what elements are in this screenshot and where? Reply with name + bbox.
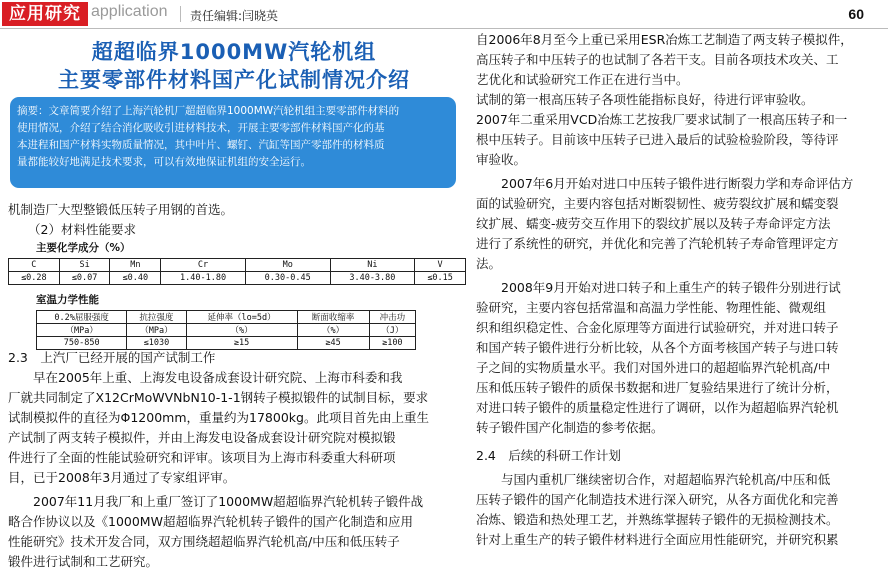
body-line: 针对上重生产的转子锻件材料进行全面应用性能研究，并研究积累 xyxy=(476,532,839,547)
body-line: 和国产转子锻件进行分析比较，从各个方面考核国产转子与进口转 xyxy=(476,340,839,355)
body-line: 冶炼、锻造和热处理工艺，并熟练掌握转子锻件的无损检测技术。 xyxy=(476,512,839,527)
table-cell: （%） xyxy=(297,324,369,337)
body-line: 试制模拟件的直径为Φ1200mm，重量约为17800kg。此项目首先由上重生 xyxy=(8,410,429,425)
table-cell: Cr xyxy=(161,259,246,272)
table-header-row xyxy=(9,259,466,272)
chem-table-label: 主要化学成分（%） xyxy=(36,242,131,254)
body-line: 略合作协议以及《1000MW超超临界汽轮机转子锻件的国产化制造和应用 xyxy=(8,514,413,529)
body-line: 转子锻件国产化制造的参考依据。 xyxy=(476,420,664,435)
table-cell: 0.30-0.45 xyxy=(245,272,330,285)
body-line: 机制造厂大型整锻低压转子用钢的首选。 xyxy=(8,202,234,217)
mechanical-properties-table xyxy=(36,310,416,350)
editor-credit: 责任编辑:闫晓英 xyxy=(190,9,279,23)
header-rule xyxy=(0,28,888,29)
abstract-line: 摘要：文章简要介绍了上海汽轮机厂超超临界1000MW汽轮机组主要零部件材料的 xyxy=(17,105,400,117)
table-cell: （MPa） xyxy=(37,324,127,337)
body-line: 自2006年8月至今上重已采用ESR冶炼工艺制造了两支转子模拟件， xyxy=(476,32,853,47)
body-line: 审验收。 xyxy=(476,152,527,167)
body-line: 子之间的实物质量水平。我们对国外进口的超超临界汽轮机高/中 xyxy=(476,360,831,375)
section-brand-label: 应用研究 xyxy=(2,2,88,26)
table-header-row xyxy=(37,311,416,324)
subsection-heading: 2.4 后续的科研工作计划 xyxy=(476,448,621,463)
body-line: 法。 xyxy=(476,256,502,271)
abstract-line: 使用情况，介绍了结合消化吸收引进材料技术，开展主要零部件材料国产化的基 xyxy=(17,122,385,134)
table-cell: C xyxy=(9,259,60,272)
article-title-line2: 主要零部件材料国产化试制情况介绍 xyxy=(58,68,410,92)
table-cell: ≤1030 xyxy=(127,337,186,350)
body-line: 2007年11月我厂和上重厂签订了1000MW超超临界汽轮机转子锻件战 xyxy=(8,494,424,509)
chemical-composition-table xyxy=(8,258,466,285)
body-line: 对进口转子锻件的质量稳定性进行了调研，以作为超超临界汽轮机 xyxy=(476,400,839,415)
table-cell: V xyxy=(415,259,466,272)
table-cell: 750-850 xyxy=(37,337,127,350)
body-line: 锻件进行试制和工艺研究。 xyxy=(8,554,159,569)
table-cell: （%） xyxy=(186,324,297,337)
table-cell: ≥45 xyxy=(297,337,369,350)
body-line: 验研究，主要内容包括常温和高温力学性能、物理性能、微观组 xyxy=(476,300,827,315)
table-cell: Mo xyxy=(245,259,330,272)
body-line: 性能研究》技术开发合同，双方围绕超超临界汽轮机高/中压和低压转子 xyxy=(8,534,400,549)
body-line: 2007年二重采用VCD冶炼工艺按我厂要求试制了一根高压转子和一 xyxy=(476,112,848,127)
body-line: 件进行了全面的性能试验研究和评审。该项目为上海市科委重大科研项 xyxy=(8,450,396,465)
mech-table-label: 室温力学性能 xyxy=(36,294,99,306)
abstract-line: 本进程和国产材料实物质量情况，其中叶片、螺钉、汽缸等国产零部件的材料质 xyxy=(17,139,385,151)
section-name: application xyxy=(91,3,168,20)
table-cell: ≤0.15 xyxy=(415,272,466,285)
table-cell: ≤0.07 xyxy=(59,272,110,285)
body-line: 进行了系统性的研究，并优化和完善了汽轮机转子寿命管理评定方 xyxy=(476,236,839,251)
table-cell: Si xyxy=(59,259,110,272)
body-line: 试制的第一根高压转子各项性能指标良好，待进行评审验收。 xyxy=(476,92,814,107)
table-cell: ≤0.28 xyxy=(9,272,60,285)
body-line: 与国内重机厂继续密切合作，对超超临界汽轮机高/中压和低 xyxy=(476,472,831,487)
table-cell: 1.40-1.80 xyxy=(161,272,246,285)
body-line: 根中压转子。目前该中压转子已进入最后的试验检验阶段，等待评 xyxy=(476,132,839,147)
table-cell: ≥15 xyxy=(186,337,297,350)
article-title-line1: 超超临界1000MW汽轮机组 xyxy=(91,40,377,64)
table-cell: 延伸率（lo=5d） xyxy=(186,311,297,324)
table-cell: 0.2%屈服强度 xyxy=(37,311,127,324)
table-cell: 断面收缩率 xyxy=(297,311,369,324)
table-cell: 3.40-3.80 xyxy=(330,272,415,285)
body-line: 织和组织稳定性、合金化原理等方面进行试验研究，并对进口转子 xyxy=(476,320,839,335)
body-line: 2008年9月开始对进口转子和上重生产的转子锻件分别进行试 xyxy=(476,280,841,295)
page-number: 60 xyxy=(848,6,864,22)
body-line: 早在2005年上重、上海发电设备成套设计研究院、上海市科委和我 xyxy=(8,370,403,385)
body-line: 纹扩展、蠕变-疲劳交互作用下的裂纹扩展以及转子寿命评定方法 xyxy=(476,216,831,231)
table-cell: （MPa） xyxy=(127,324,186,337)
header-separator xyxy=(180,6,181,22)
table-cell: Mn xyxy=(110,259,161,272)
table-row xyxy=(9,272,466,285)
body-line: 高压转子和中压转子的也试制了各若干支。目前各项技术攻关、工 xyxy=(476,52,839,67)
body-line: 目，已于2008年3月通过了专家组评审。 xyxy=(8,470,236,485)
table-cell: Ni xyxy=(330,259,415,272)
body-line: 压和低压转子锻件的质保书数据和进厂复验结果进行了统计分析， xyxy=(476,380,839,395)
subsection-label: （2）材料性能要求 xyxy=(28,222,136,237)
body-line: 面的试验研究，主要内容包括对断裂韧性、疲劳裂纹扩展和蠕变裂 xyxy=(476,196,839,211)
table-cell: ≤0.40 xyxy=(110,272,161,285)
body-line: 艺优化和试验研究工作正在进行当中。 xyxy=(476,72,689,87)
table-cell: 抗拉强度 xyxy=(127,311,186,324)
body-line: 产试制了两支转子模拟件，并由上海发电设备成套设计研究院对模拟锻 xyxy=(8,430,396,445)
subsection-heading: 2.3 上汽厂已经开展的国产试制工作 xyxy=(8,350,216,365)
abstract-line: 量都能较好地满足技术要求，可以有效地保证机组的安全运行。 xyxy=(17,156,311,168)
table-cell: （J） xyxy=(369,324,415,337)
table-header-row xyxy=(37,324,416,337)
abstract-box xyxy=(10,97,456,188)
body-line: 2007年6月开始对进口中压转子锻件进行断裂力学和寿命评估方 xyxy=(476,176,854,191)
table-cell: ≥100 xyxy=(369,337,415,350)
table-cell: 冲击功 xyxy=(369,311,415,324)
body-line: 压转子锻件的国产化制造技术进行深入研究，从各方面优化和完善 xyxy=(476,492,839,507)
body-line: 厂就共同制定了X12CrMoWVNbN10-1-1钢转子模拟锻件的试制目标，要求 xyxy=(8,390,429,405)
